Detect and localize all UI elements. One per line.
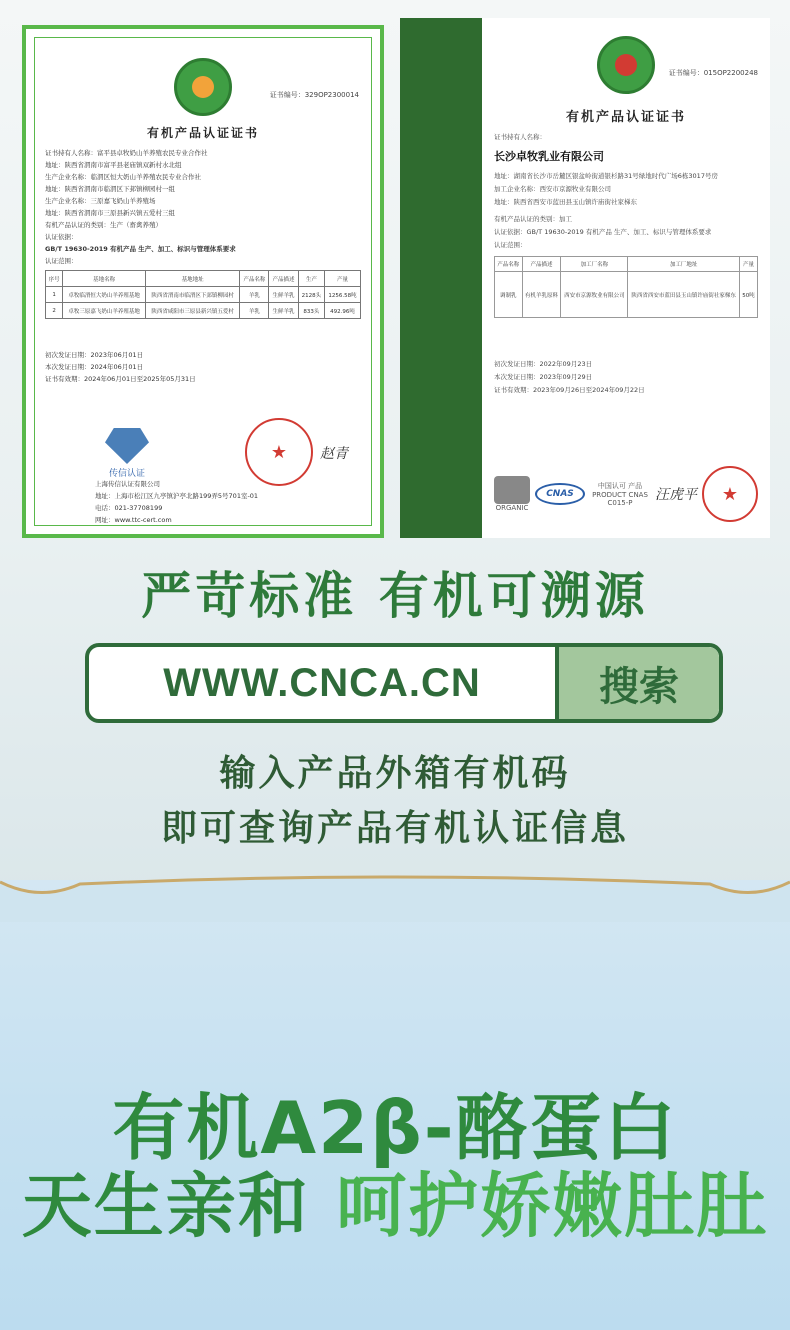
org-brand: 传信认证 [108, 469, 145, 479]
org-name: 上海传信认证有限公司 [95, 480, 160, 488]
slogan-line-2-a: 天生亲和 [21, 1165, 337, 1247]
basis: GB/T 19630-2019 有机产品 生产、加工、标识与管理体系要求 [45, 245, 236, 253]
table-row: 调制乳 有机羊乳原料 西安市京源牧业有限公司 陕西省西安市蓝田县玉山镇许庙街社家梯东 50吨 [495, 272, 758, 318]
scope-label: 认证范围： [45, 257, 78, 265]
seal-stamp-icon: ★ [245, 418, 313, 486]
scope-label: 认证范围： [494, 241, 527, 249]
org-web: 网址：www.ttc-cert.com [95, 516, 172, 524]
certificate-number: 证书编号：329OP2300014 [269, 91, 359, 99]
issue-date-first: 初次发证日期：2023年06月01日 [45, 351, 144, 359]
basis: 认证依据：GB/T 19630-2019 有机产品 生产、加工、标识与管理体系要求 [494, 228, 712, 236]
search-input[interactable]: WWW.CNCA.CN [163, 660, 481, 705]
processor-address: 地址：陕西省西安市蓝田县玉山镇许庙街社家梯东 [494, 198, 637, 206]
org-address: 地址：上海市松江区九亭镇沪亭北路199弄5号701室-01 [95, 492, 259, 500]
valid-period: 证书有效期：2024年06月01日至2025年05月31日 [45, 375, 196, 383]
green-strip [400, 18, 482, 538]
ttc-logo-icon [105, 428, 149, 464]
production: 生产企业名称：临渭区恒大奶山羊养殖农民专业合作社 [45, 173, 201, 181]
instruction-line-2: 即可查询产品有机认证信息 [160, 808, 629, 849]
org-logo-block [105, 428, 149, 479]
scope-table: 序号 基地名称 基地地址 产品名称 产品描述 生产 产量 1 卓牧临渭恒大奶山羊养殖基地 陕西省渭南市临渭区下邽镇柳园村 羊乳 生鲜羊乳 2128头 1256.58吨 2 卓牧三原嘉飞奶山羊养殖基地 陕西省咸阳市三原县新兴镇五爱村 羊乳 生鲜羊乳 833头 492.96吨 [45, 270, 361, 319]
production-2-address: 地址：陕西省渭南市三原县新兴镇五爱村三组 [45, 209, 175, 217]
search-button[interactable]: 搜索 [555, 647, 719, 719]
organic-badge-icon: ORGANIC [494, 476, 530, 512]
holder: 证书持有人名称：富平县卓牧奶山羊养殖农民专业合作社 [45, 149, 208, 157]
search-bar[interactable] [85, 643, 723, 723]
signature: 汪虎平 [655, 487, 697, 503]
certificate-title: 有机产品认证证书 [146, 126, 259, 140]
address: 地址：湖南省长沙市岳麓区银盆岭街道银杉路31号绿地时代广场6栋3017号房 [494, 172, 718, 180]
production-address: 地址：陕西省渭南市临渭区下邽镇柳园村一组 [45, 185, 175, 193]
decorative-arch [0, 862, 790, 922]
organic-logo-icon [597, 36, 655, 94]
address: 地址：陕西省渭南市富平县老庙镇双新村水北组 [45, 161, 182, 169]
issue-date-current: 本次发证日期：2024年06月01日 [45, 363, 144, 371]
processor: 加工企业名称：西安市京源牧业有限公司 [494, 185, 611, 193]
category: 有机产品认证的类别：加工 [494, 215, 572, 223]
slogan-line-2 [0, 1150, 790, 1251]
seal-stamp-icon: ★ [702, 466, 758, 522]
table-row: 2 卓牧三原嘉飞奶山羊养殖基地 陕西省咸阳市三原县新兴镇五爱村 羊乳 生鲜羊乳 833头 492.96吨 [46, 303, 361, 319]
production-2: 生产企业名称：三原嘉飞奶山羊养殖场 [45, 197, 156, 205]
date-valid: 证书有效期：2023年09月26日至2024年09月22日 [494, 386, 645, 394]
accreditation-logos [494, 466, 758, 522]
certificate-title: 有机产品认证证书 [565, 110, 686, 125]
slogan-line-2-b: 呵护娇嫩肚肚 [336, 1165, 769, 1247]
date-first: 初次发证日期：2022年09月23日 [494, 360, 593, 368]
date-current: 本次发证日期：2023年09月29日 [494, 373, 593, 381]
slogan-line-1: 有机A2β-酪蛋白 [112, 1086, 678, 1170]
headline: 严苛标准 有机可溯源 [141, 567, 649, 625]
certificate-left [22, 25, 384, 538]
cnas-logo-icon: CNAS [535, 483, 585, 505]
holder-label: 证书持有人名称： [494, 133, 546, 141]
certificate-number: 证书编号：015OP2200248 [668, 69, 758, 77]
instruction-line-1: 输入产品外箱有机码 [219, 753, 571, 794]
category: 有机产品认证的类别：生产（畜禽养殖） [45, 221, 162, 229]
signature: 赵青 [320, 446, 348, 462]
cnas-product-text: 中国认可 产品 PRODUCT CNAS C015-P [592, 482, 648, 507]
org-tel: 电话：021-37708199 [95, 504, 163, 512]
table-row: 1 卓牧临渭恒大奶山羊养殖基地 陕西省渭南市临渭区下邽镇柳园村 羊乳 生鲜羊乳 2128头 1256.58吨 [46, 287, 361, 303]
certificate-right [400, 18, 770, 538]
basis-label: 认证依据： [45, 233, 78, 241]
holder: 长沙卓牧乳业有限公司 [494, 150, 604, 163]
scope-table: 产品名称 产品描述 加工厂名称 加工厂地址 产量 调制乳 有机羊乳原料 西安市京源牧业有限公司 陕西省西安市蓝田县玉山镇许庙街社家梯东 50吨 [494, 256, 758, 318]
organic-logo-icon [174, 58, 232, 116]
